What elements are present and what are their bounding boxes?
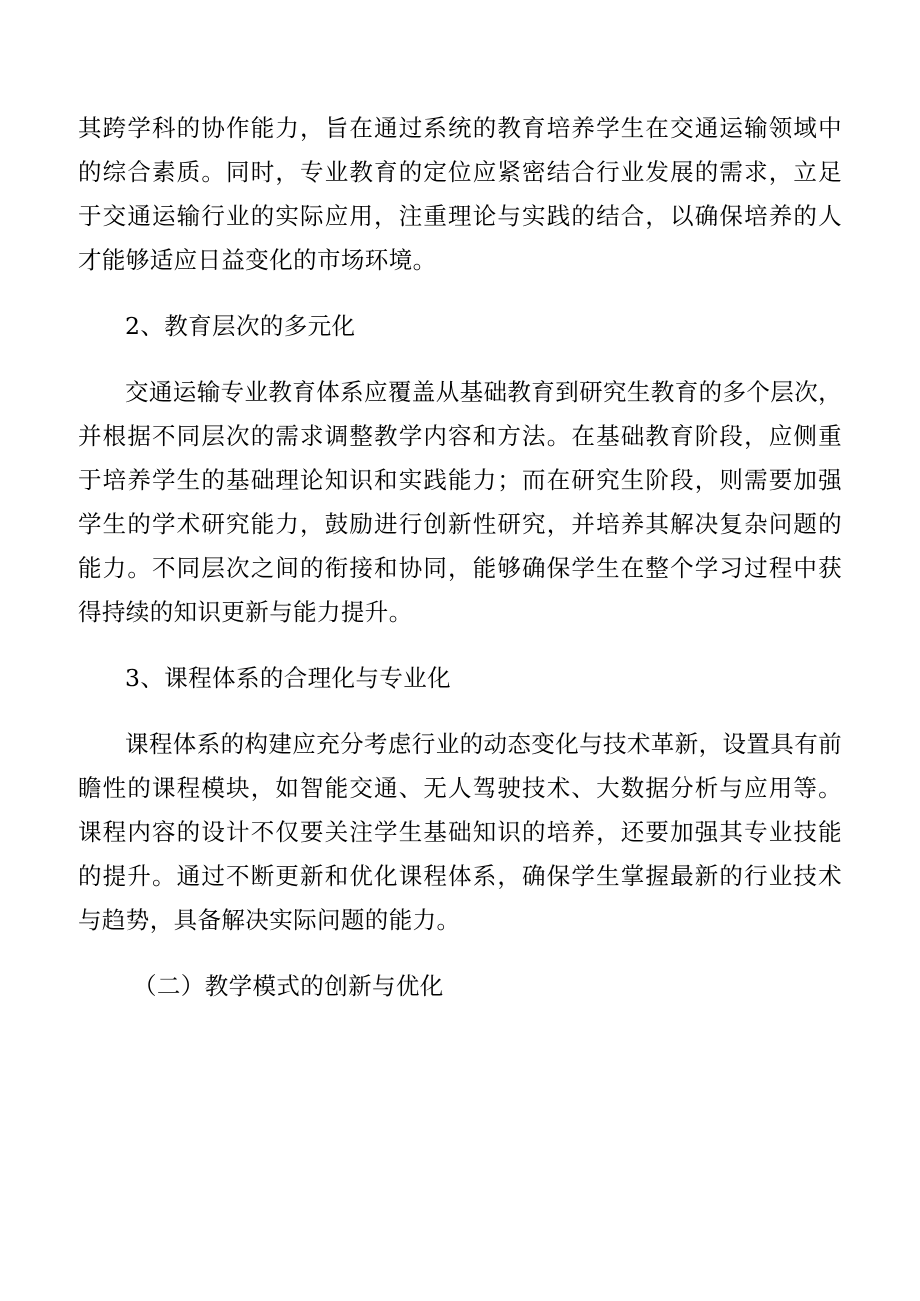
paragraph-continuation: 其跨学科的协作能力，旨在通过系统的教育培养学生在交通运输领域中的综合素质。同时，专业教育的定位应紧密结合行业发展的需求，立足于交通运输行业的实际应用，注重理论与实践的结合，以确保培养的人才能够适应日益变化的市场环境。 bbox=[78, 114, 842, 274]
spacer bbox=[78, 634, 842, 656]
section-heading-3: 3、课程体系的合理化与专业化 bbox=[125, 664, 452, 692]
paragraph-curriculum: 课程体系的构建应充分考虑行业的动态变化与技术革新，设置具有前瞻性的课程模块，如智能交通、无人驾驶技术、大数据分析与应用等。课程内容的设计不仅要关注学生基础知识的培养，还要加强其专业技能的提升。通过不断更新和优化课程体系，确保学生掌握最新的行业技术与趋势，具备解决实际问题的能力。 bbox=[78, 730, 842, 934]
section-heading-2: 2、教育层次的多元化 bbox=[125, 312, 356, 340]
spacer bbox=[78, 942, 842, 964]
subsection-heading-teaching-mode: （二）教学模式的创新与优化 bbox=[133, 972, 444, 1000]
document-page bbox=[78, 106, 842, 1008]
spacer bbox=[78, 348, 842, 370]
spacer bbox=[78, 282, 842, 304]
spacer bbox=[78, 700, 842, 722]
paragraph-education-levels: 交通运输专业教育体系应覆盖从基础教育到研究生教育的多个层次，并根据不同层次的需求调整教学内容和方法。在基础教育阶段，应侧重于培养学生的基础理论知识和实践能力；而在研究生阶段，则需要加强学生的学术研究能力，鼓励进行创新性研究，并培养其解决复杂问题的能力。不同层次之间的衔接和协同，能够确保学生在整个学习过程中获得持续的知识更新与能力提升。 bbox=[78, 378, 842, 626]
